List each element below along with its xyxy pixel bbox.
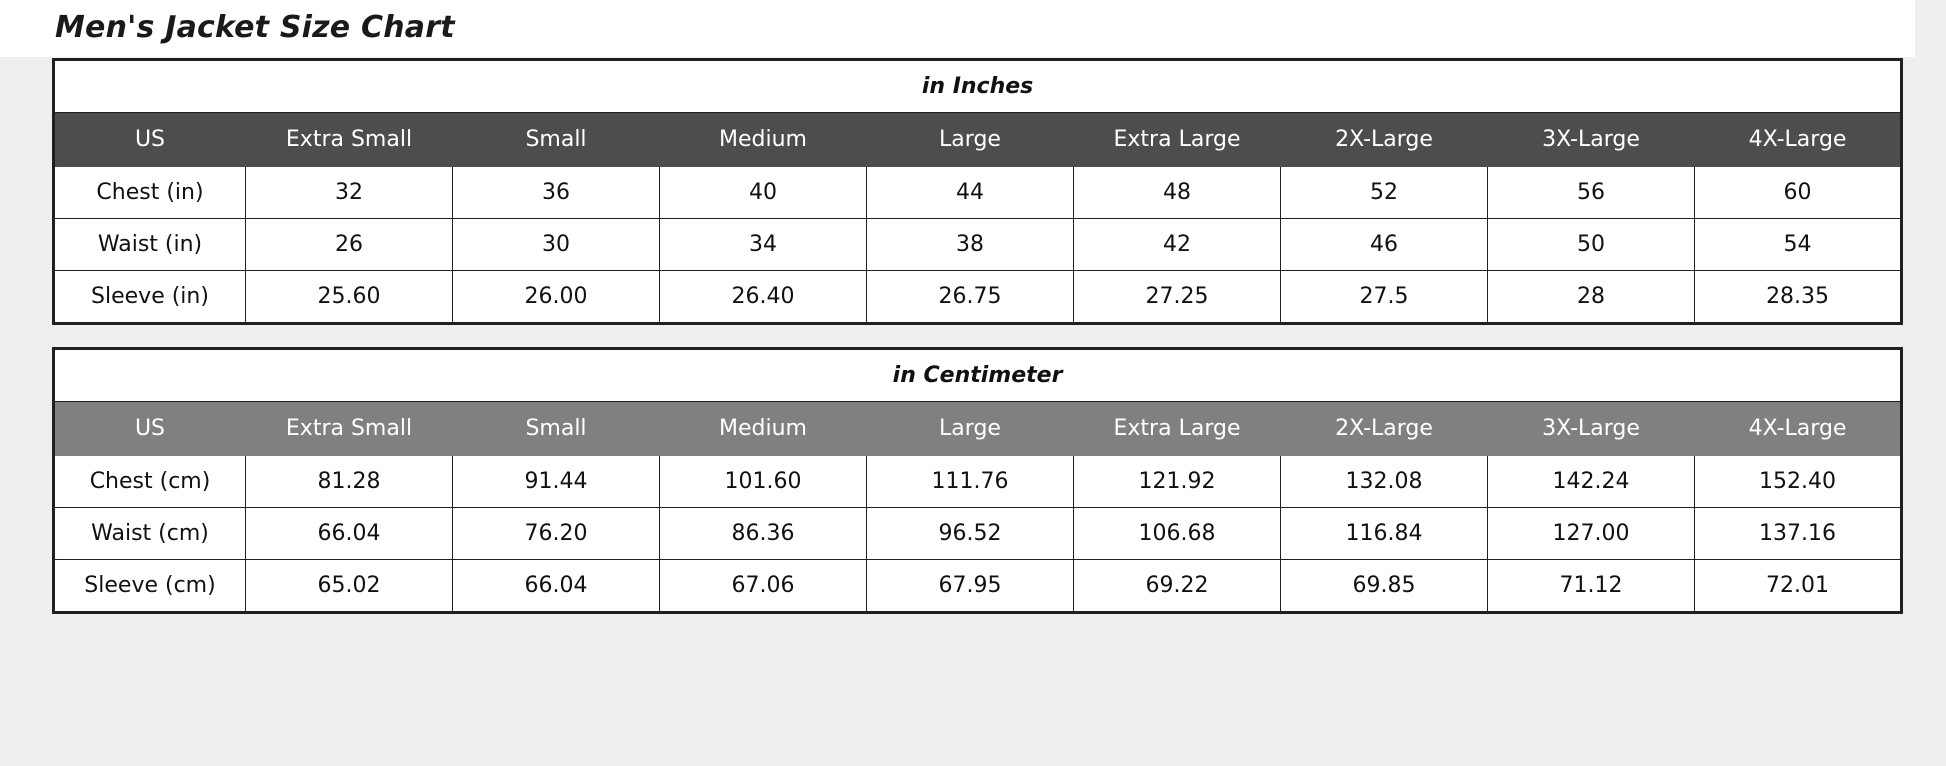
header-cell-3x-large: 3X-Large: [1488, 113, 1695, 167]
header-cell-extra-small: Extra Small: [246, 402, 453, 456]
cell-waist-in-l: 38: [867, 219, 1074, 271]
header-cell-extra-large: Extra Large: [1074, 113, 1281, 167]
cell-sleeve-in-xs: 25.60: [246, 271, 453, 324]
cell-sleeve-in-4xl: 28.35: [1695, 271, 1902, 324]
cell-chest-cm-l: 111.76: [867, 456, 1074, 508]
cell-sleeve-cm-xs: 65.02: [246, 560, 453, 613]
cell-sleeve-cm-4xl: 72.01: [1695, 560, 1902, 613]
cell-chest-in-s: 36: [453, 167, 660, 219]
cell-waist-in-2xl: 46: [1281, 219, 1488, 271]
cell-sleeve-cm-m: 67.06: [660, 560, 867, 613]
cell-chest-in-3xl: 56: [1488, 167, 1695, 219]
table-row: [54, 508, 1902, 560]
header-cell-extra-large: Extra Large: [1074, 402, 1281, 456]
row-label-sleeve-cm: Sleeve (cm): [54, 560, 246, 613]
row-label-chest-cm: Chest (cm): [54, 456, 246, 508]
header-cell-us: US: [54, 113, 246, 167]
header-cell-4x-large: 4X-Large: [1695, 402, 1902, 456]
cell-sleeve-in-l: 26.75: [867, 271, 1074, 324]
table-row: [54, 167, 1902, 219]
centimeter-header-row: [54, 402, 1902, 456]
header-cell-small: Small: [453, 402, 660, 456]
row-label-waist-cm: Waist (cm): [54, 508, 246, 560]
cell-waist-in-3xl: 50: [1488, 219, 1695, 271]
unit-banner-centimeter: in Centimeter: [54, 349, 1902, 402]
cell-chest-cm-4xl: 152.40: [1695, 456, 1902, 508]
cell-chest-cm-xs: 81.28: [246, 456, 453, 508]
cell-sleeve-cm-xl: 69.22: [1074, 560, 1281, 613]
centimeter-unit-banner-row: [54, 349, 1902, 402]
cell-chest-in-xl: 48: [1074, 167, 1281, 219]
header-cell-small: Small: [453, 113, 660, 167]
cell-sleeve-cm-s: 66.04: [453, 560, 660, 613]
cell-chest-cm-m: 101.60: [660, 456, 867, 508]
cell-sleeve-in-s: 26.00: [453, 271, 660, 324]
cell-chest-cm-xl: 121.92: [1074, 456, 1281, 508]
cell-sleeve-in-3xl: 28: [1488, 271, 1695, 324]
unit-banner-inches: in Inches: [54, 60, 1902, 113]
inches-table: [52, 58, 1903, 325]
header-cell-extra-small: Extra Small: [246, 113, 453, 167]
cell-chest-in-l: 44: [867, 167, 1074, 219]
header-cell-medium: Medium: [660, 113, 867, 167]
header-cell-2x-large: 2X-Large: [1281, 113, 1488, 167]
cell-chest-cm-s: 91.44: [453, 456, 660, 508]
header-cell-large: Large: [867, 402, 1074, 456]
header-cell-2x-large: 2X-Large: [1281, 402, 1488, 456]
row-label-waist-in: Waist (in): [54, 219, 246, 271]
header-cell-3x-large: 3X-Large: [1488, 402, 1695, 456]
cell-waist-cm-m: 86.36: [660, 508, 867, 560]
header-cell-us: US: [54, 402, 246, 456]
cell-waist-cm-s: 76.20: [453, 508, 660, 560]
cell-sleeve-in-2xl: 27.5: [1281, 271, 1488, 324]
cell-waist-cm-l: 96.52: [867, 508, 1074, 560]
cell-waist-in-s: 30: [453, 219, 660, 271]
cell-sleeve-cm-2xl: 69.85: [1281, 560, 1488, 613]
cell-waist-cm-4xl: 137.16: [1695, 508, 1902, 560]
cell-waist-in-xs: 26: [246, 219, 453, 271]
header-cell-medium: Medium: [660, 402, 867, 456]
header-cell-large: Large: [867, 113, 1074, 167]
centimeter-table: [52, 347, 1903, 614]
table-row: [54, 271, 1902, 324]
table-row: [54, 560, 1902, 613]
row-label-sleeve-in: Sleeve (in): [54, 271, 246, 324]
header-cell-4x-large: 4X-Large: [1695, 113, 1902, 167]
cell-chest-in-4xl: 60: [1695, 167, 1902, 219]
inches-unit-banner-row: [54, 60, 1902, 113]
cell-sleeve-cm-l: 67.95: [867, 560, 1074, 613]
table-row: [54, 219, 1902, 271]
cell-sleeve-in-xl: 27.25: [1074, 271, 1281, 324]
inches-header-row: [54, 113, 1902, 167]
page-title: Men's Jacket Size Chart: [55, 10, 455, 45]
cell-waist-in-m: 34: [660, 219, 867, 271]
table-row: [54, 456, 1902, 508]
cell-sleeve-cm-3xl: 71.12: [1488, 560, 1695, 613]
cell-waist-cm-xs: 66.04: [246, 508, 453, 560]
cell-chest-in-xs: 32: [246, 167, 453, 219]
cell-waist-cm-xl: 106.68: [1074, 508, 1281, 560]
cell-waist-cm-3xl: 127.00: [1488, 508, 1695, 560]
tables-container: [52, 58, 1900, 614]
cell-sleeve-in-m: 26.40: [660, 271, 867, 324]
cell-chest-in-m: 40: [660, 167, 867, 219]
cell-chest-in-2xl: 52: [1281, 167, 1488, 219]
cell-waist-in-xl: 42: [1074, 219, 1281, 271]
row-label-chest-in: Chest (in): [54, 167, 246, 219]
cell-chest-cm-3xl: 142.24: [1488, 456, 1695, 508]
table-separator: [52, 325, 1900, 347]
cell-waist-cm-2xl: 116.84: [1281, 508, 1488, 560]
cell-chest-cm-2xl: 132.08: [1281, 456, 1488, 508]
cell-waist-in-4xl: 54: [1695, 219, 1902, 271]
